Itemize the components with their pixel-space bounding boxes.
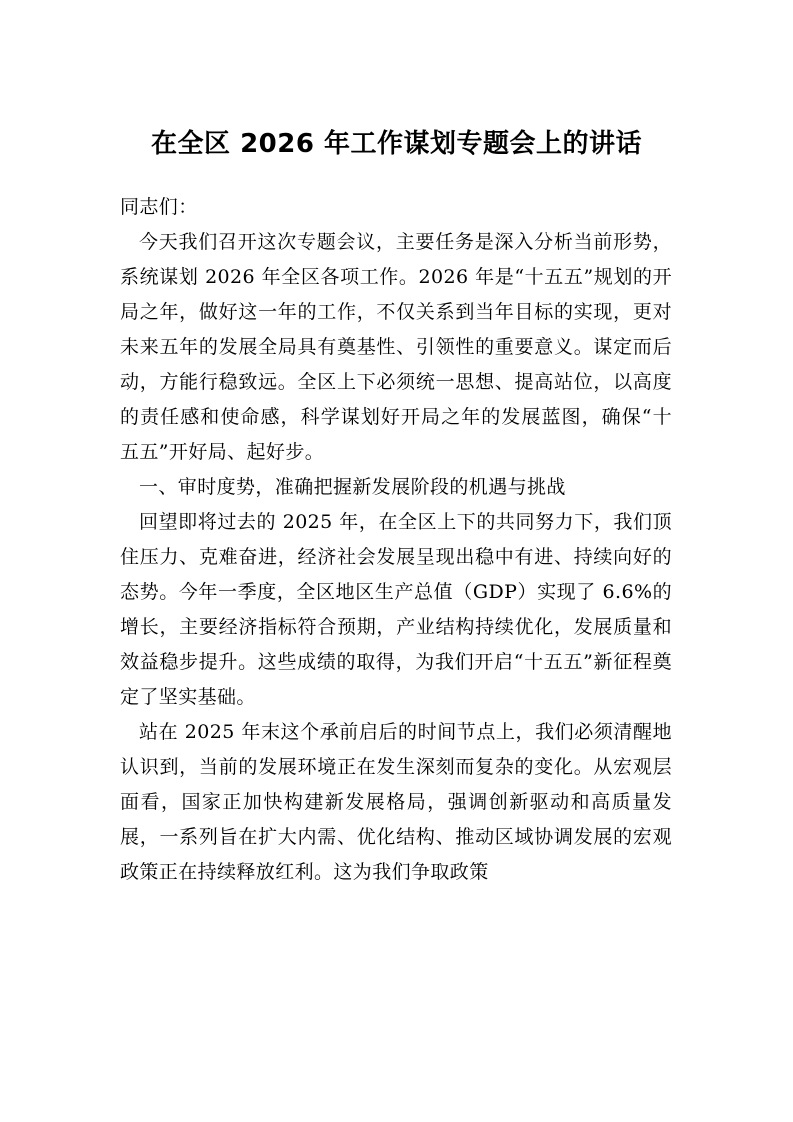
document-title: 在全区 2026 年工作谋划专题会上的讲话 bbox=[151, 129, 642, 159]
section1-paragraph-1: 回望即将过去的 2025 年，在全区上下的共同努力下，我们顶住压力、克难奋进，经济社会发展呈现出稳中有进、持续向好的态势。今年一季度，全区地区生产总值（GDP）实现了 6.6%的增长，主要经济指标符合预期，产业结构持续优化，发展质量和效益稳步提升。这些成绩的取得，为我们开启“十五五”新征程奠定了坚实基础。 bbox=[120, 511, 672, 708]
section-heading-1: 一、审时度势，准确把握新发展阶段的机遇与挑战 bbox=[139, 476, 566, 498]
section1-paragraph-2: 站在 2025 年末这个承前启后的时间节点上，我们必须清醒地认识到，当前的发展环境正在发生深刻而复杂的变化。从宏观层面看，国家正加快构建新发展格局，强调创新驱动和高质量发展，一系列旨在扩大内需、优化结构、推动区域协调发展的宏观政策正在持续释放红利。这为我们争取政策 bbox=[120, 721, 672, 883]
document-body bbox=[120, 190, 672, 890]
salutation: 同志们： bbox=[120, 196, 198, 218]
intro-paragraph: 今天我们召开这次专题会议，主要任务是深入分析当前形势，系统谋划 2026 年全区各项工作。2026 年是“十五五”规划的开局之年，做好这一年的工作，不仅关系到当年目标的实现，更对未来五年的发展全局具有奠基性、引领性的重要意义。谋定而后动，方能行稳致远。全区上下必须统一思想、提高站位，以高度的责任感和使命感，科学谋划好开局之年的发展蓝图，确保“十五五”开好局、起好步。 bbox=[120, 231, 672, 463]
